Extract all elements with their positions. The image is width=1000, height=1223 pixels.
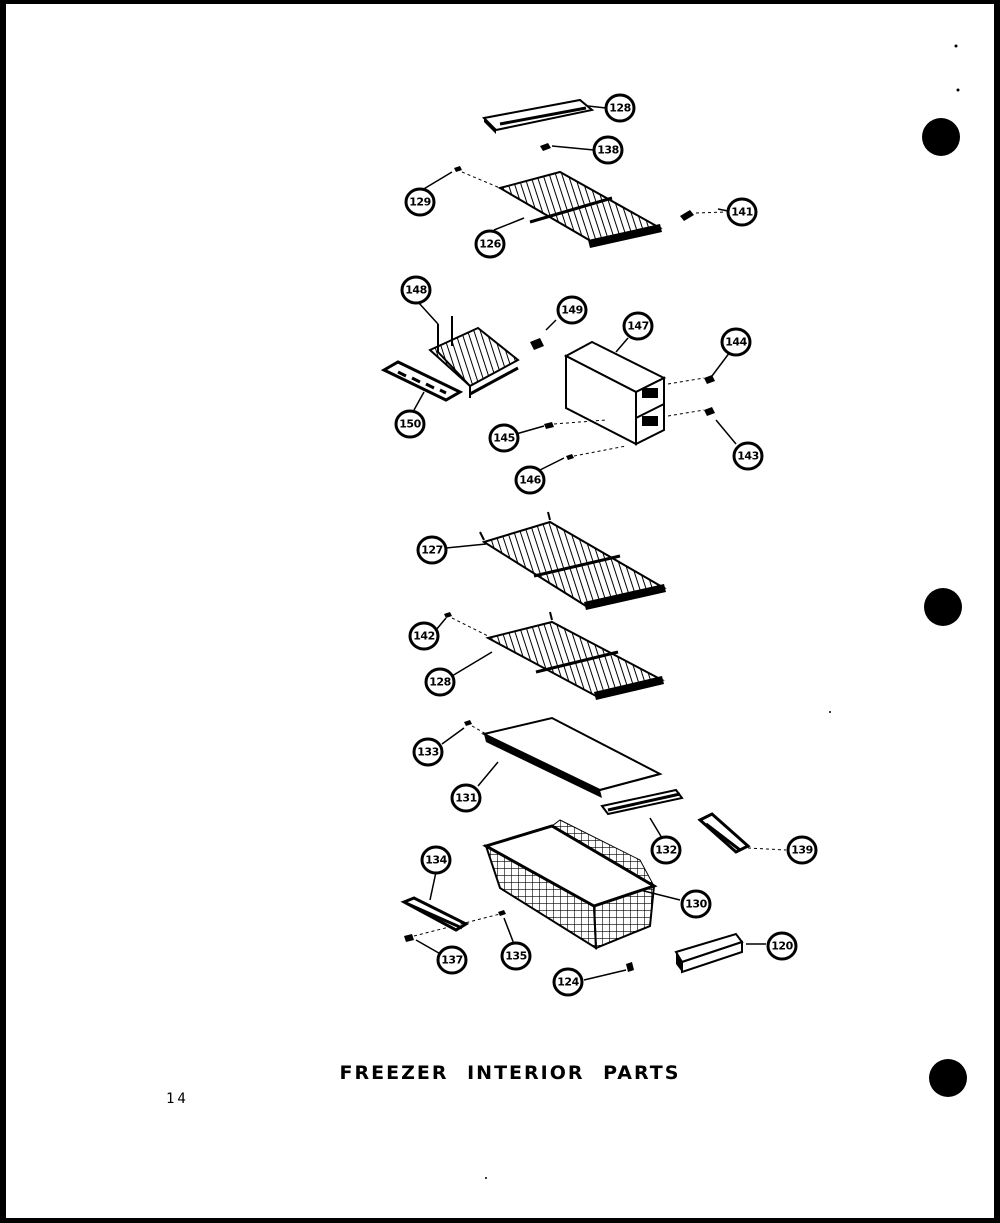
callout-130 — [682, 891, 710, 917]
svg-text:146: 146 — [519, 473, 541, 487]
svg-text:134: 134 — [425, 853, 447, 867]
dash-line — [696, 212, 726, 213]
pin-part — [498, 910, 506, 916]
dash-line — [414, 914, 500, 936]
callout-133 — [414, 739, 442, 765]
svg-text:135: 135 — [505, 949, 527, 963]
svg-text:126: 126 — [479, 237, 501, 251]
binder-hole-bottom — [929, 1059, 967, 1097]
callout-120 — [768, 933, 796, 959]
svg-text:145: 145 — [493, 431, 515, 445]
svg-text:142: 142 — [413, 629, 435, 643]
svg-text:128: 128 — [429, 675, 451, 689]
dash-line — [472, 726, 486, 734]
page-number: 14 — [166, 1091, 189, 1107]
trim-block — [676, 934, 742, 972]
clip-part — [680, 210, 694, 221]
glass-shelf — [484, 718, 660, 798]
diagram-title: FREEZER INTERIOR PARTS — [339, 1062, 681, 1084]
dash-line — [668, 378, 704, 384]
trim-strip-top — [484, 100, 592, 134]
callout-139 — [788, 837, 816, 863]
callout-144 — [722, 329, 750, 355]
pin-part — [444, 612, 452, 618]
callout-150 — [396, 411, 424, 437]
callout-145 — [490, 425, 518, 451]
screw-part — [704, 407, 715, 416]
svg-text:141: 141 — [731, 205, 753, 219]
basket-rail-right — [700, 814, 748, 852]
speck — [485, 1177, 487, 1179]
pin-part — [464, 720, 472, 726]
ice-bin-box — [566, 342, 664, 444]
callout-124 — [554, 969, 582, 995]
callout-132 — [652, 837, 680, 863]
callout-128-mid — [426, 669, 454, 695]
screw-part — [544, 422, 554, 429]
svg-text:138: 138 — [597, 143, 619, 157]
callout-137 — [438, 947, 466, 973]
callout-127 — [418, 537, 446, 563]
svg-text:133: 133 — [417, 745, 439, 759]
svg-text:128: 128 — [609, 101, 631, 115]
svg-text:150: 150 — [399, 417, 421, 431]
dash-line — [574, 446, 626, 456]
binder-hole-top — [922, 118, 960, 156]
screw-part — [566, 454, 574, 460]
svg-text:120: 120 — [771, 939, 793, 953]
svg-text:132: 132 — [655, 843, 677, 857]
svg-text:131: 131 — [455, 791, 477, 805]
dash-line — [748, 848, 786, 850]
callout-128-top — [606, 95, 634, 121]
svg-text:139: 139 — [791, 843, 813, 857]
callout-143 — [734, 443, 762, 469]
svg-text:129: 129 — [409, 195, 431, 209]
screw-part — [704, 375, 715, 384]
callout-129 — [406, 189, 434, 215]
wire-shelf-128 — [488, 612, 664, 700]
callout-149 — [558, 297, 586, 323]
svg-text:127: 127 — [421, 543, 443, 557]
svg-text:147: 147 — [627, 319, 649, 333]
svg-text:137: 137 — [441, 953, 463, 967]
callout-134 — [422, 847, 450, 873]
svg-text:130: 130 — [685, 897, 707, 911]
callout-138 — [594, 137, 622, 163]
callout-142 — [410, 623, 438, 649]
svg-text:149: 149 — [561, 303, 583, 317]
binder-hole-middle — [924, 588, 962, 626]
pin-part — [454, 166, 462, 172]
callout-135 — [502, 943, 530, 969]
shelf-front-trim — [602, 790, 682, 814]
callout-148 — [402, 277, 430, 303]
callout-131 — [452, 785, 480, 811]
clip-part — [530, 338, 544, 350]
wire-shelf-127 — [480, 512, 666, 610]
dash-line — [462, 172, 500, 188]
callout-147 — [624, 313, 652, 339]
clip-part — [626, 962, 634, 972]
dash-line — [452, 618, 488, 636]
svg-text:124: 124 — [557, 975, 579, 989]
callout-126 — [476, 231, 504, 257]
wire-shelf-upper — [500, 172, 662, 248]
speck — [829, 711, 831, 713]
dash-line — [668, 410, 704, 416]
svg-text:148: 148 — [405, 283, 427, 297]
clip-part — [540, 143, 551, 151]
wire-basket — [486, 820, 654, 948]
speck — [955, 45, 958, 48]
svg-text:143: 143 — [737, 449, 759, 463]
clip-part — [404, 934, 414, 942]
speck — [957, 89, 960, 92]
callout-141 — [728, 199, 756, 225]
callout-146 — [516, 467, 544, 493]
svg-text:144: 144 — [725, 335, 747, 349]
